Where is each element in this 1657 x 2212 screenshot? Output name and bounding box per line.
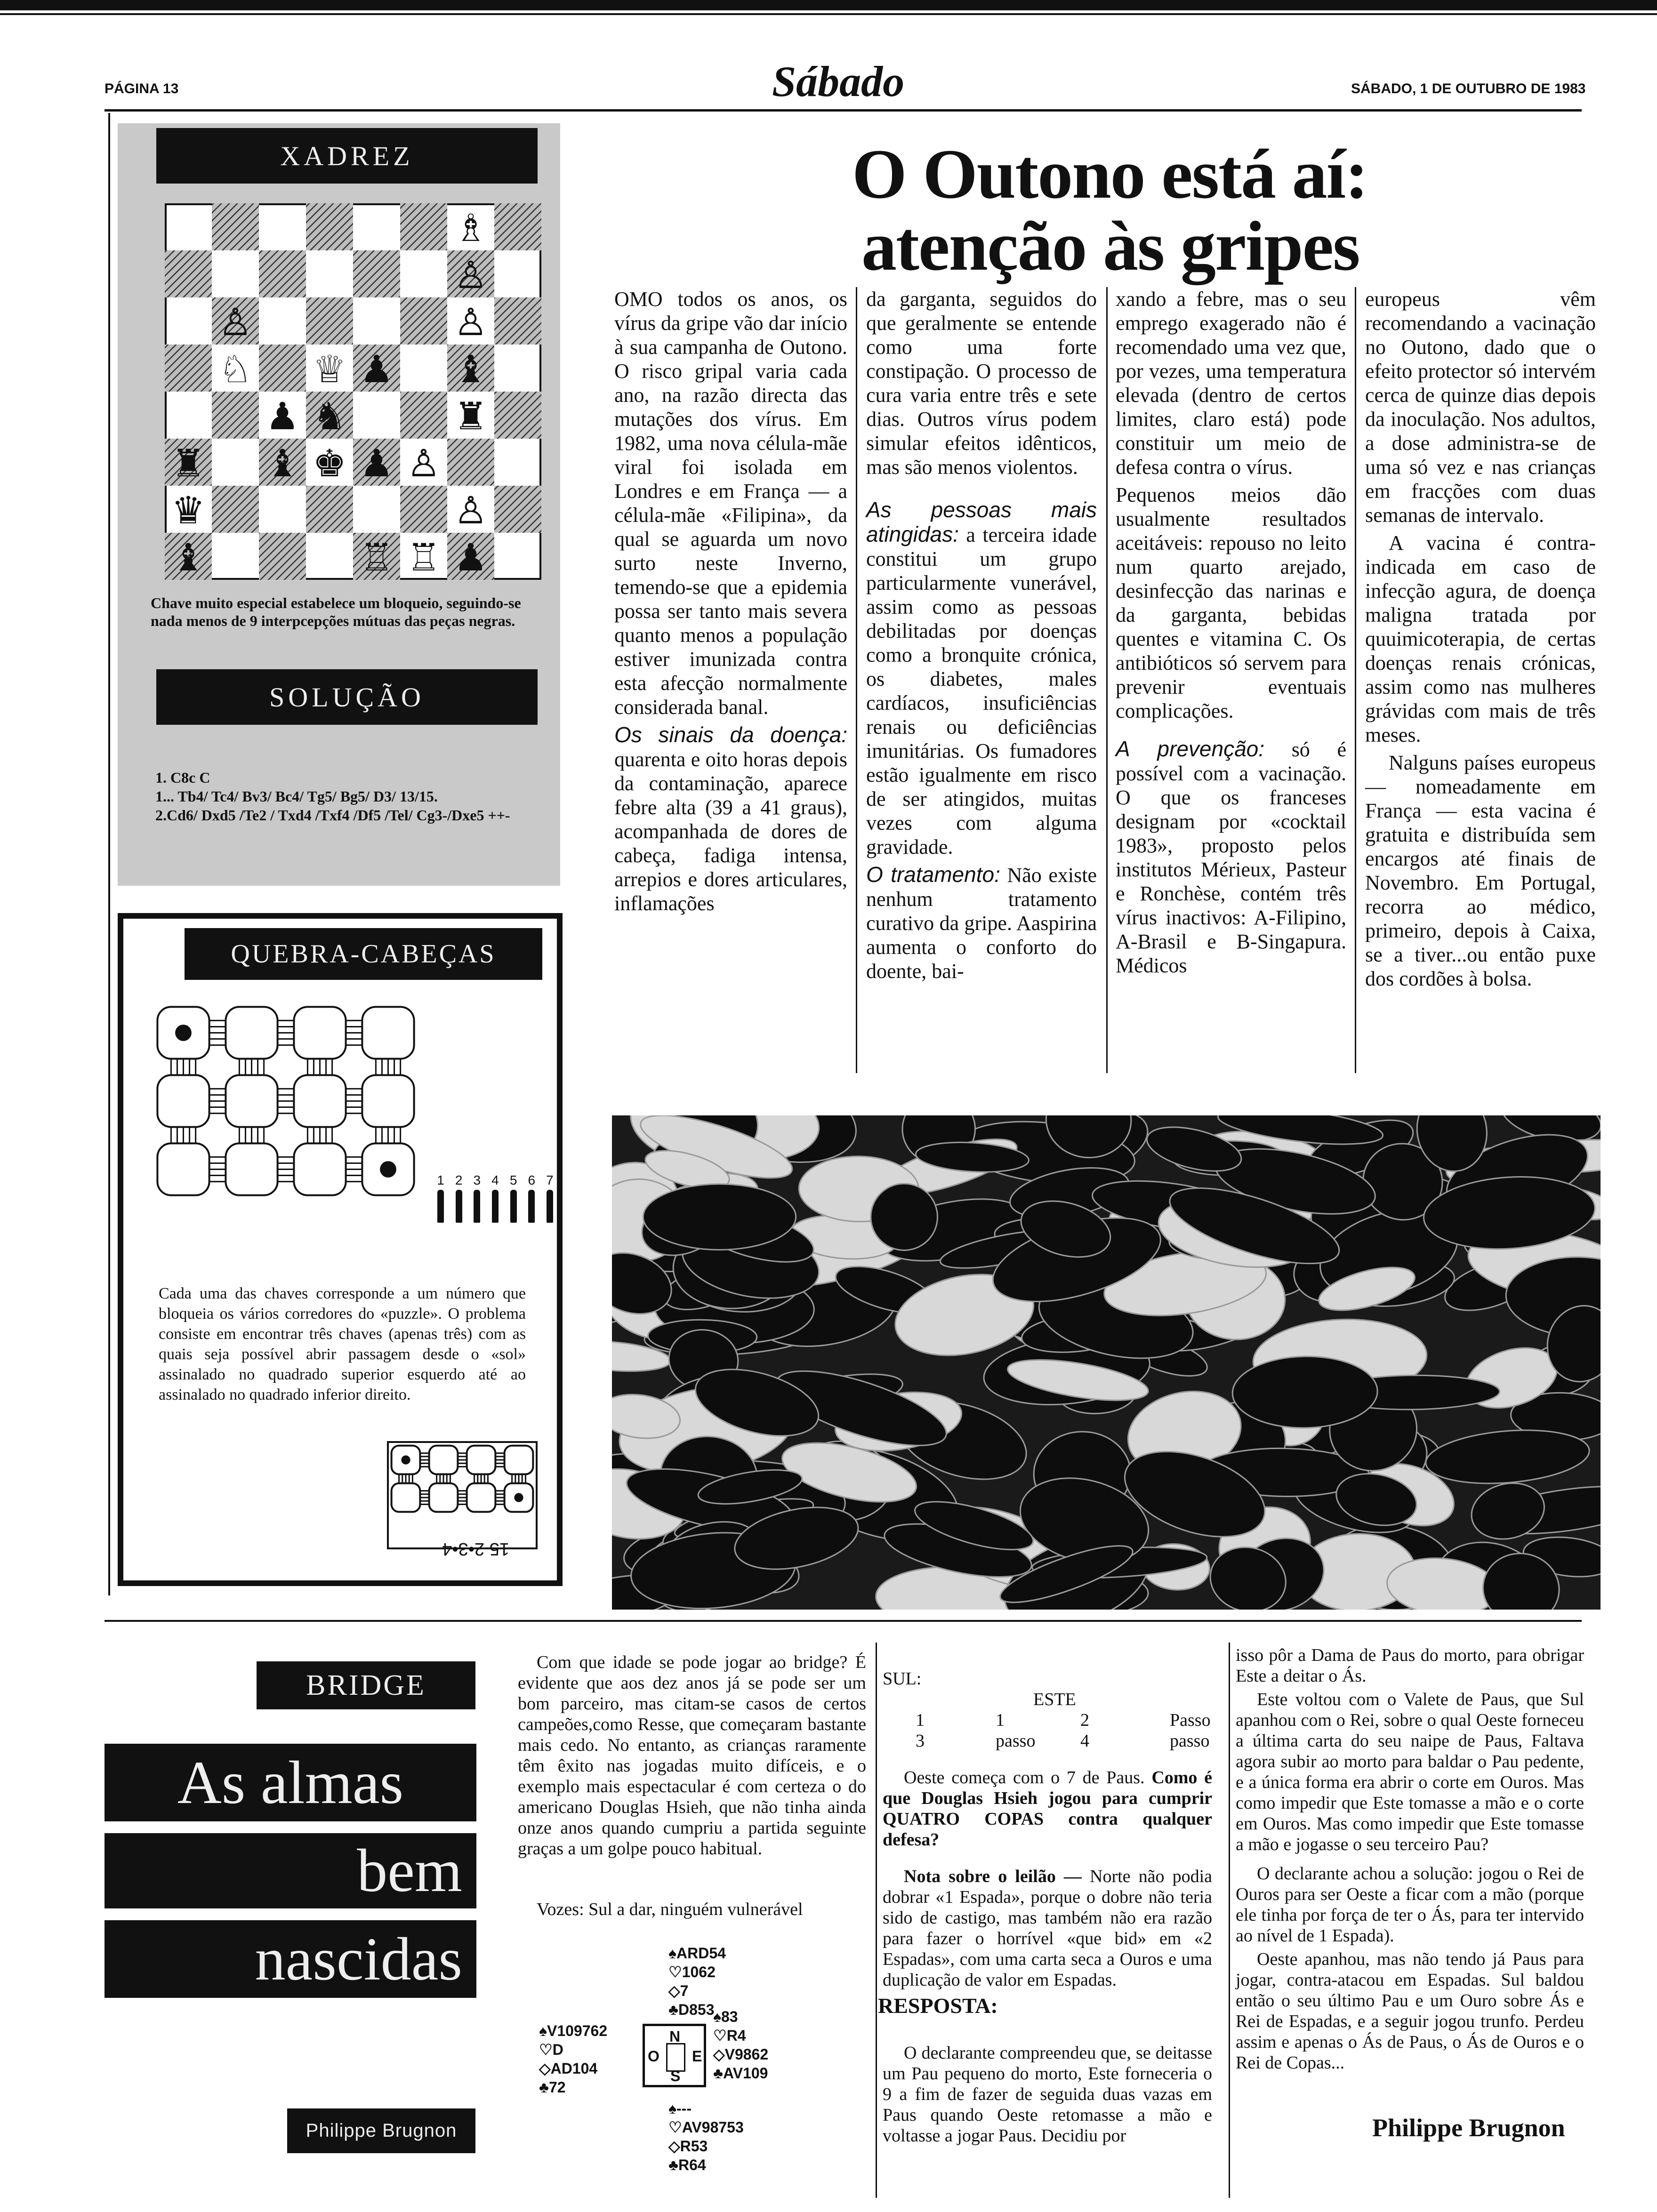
article-column-1: [614, 287, 847, 919]
article-col1-p2-text: quarenta e oito horas depois da contaminação, aparece febre alta (39 a 41 graus), acompanhada de dores de cabeça, fadiga intensa, arrepios e dores articulares, inflamações: [614, 748, 847, 915]
dark-square: [306, 486, 353, 533]
compass-s: S: [670, 2068, 681, 2084]
article-column-2: [866, 287, 1097, 987]
headline-line-2: atenção às gripes: [861, 207, 1359, 285]
dark-square: [165, 345, 212, 392]
dark-square: [494, 203, 541, 250]
maze-cell: [429, 1483, 458, 1512]
bridge-answer-5: Oeste apanhou, mas não tendo já Paus para jogar, contra-atacou em Espadas. Sul baldou então o seu último Pau e um Ouro sobre Ás e Rei de Espadas, e a seguir jogou trunfo. Perdeu assim e apenas o Ás de Paus, o Ás de Ouros e o Rei de Copas...: [1236, 1949, 1584, 2073]
bridge-title-1: As almas: [105, 1744, 476, 1821]
chess-piece: ♖: [407, 536, 441, 579]
maze-cell: [225, 1007, 277, 1058]
south-hearts: ♡AV98753: [668, 2119, 744, 2136]
dark-square: [212, 486, 259, 533]
sun-icon: [514, 1493, 523, 1502]
south-diamonds: ◇R53: [668, 2138, 708, 2155]
article-col4-p2: A vacina é contra-indicada em caso de infecção agura, de doença maligna tratada por quuimicoterapia, de certas doenças renais crónicas, assim como nas mulheres grávidas com mais de três meses.: [1365, 531, 1596, 746]
auction-row-2: [883, 1731, 1231, 1751]
chess-piece: ♙: [454, 300, 488, 344]
article-col3-p3: [1116, 737, 1346, 978]
compass-center-line: [666, 2043, 685, 2072]
chess-piece: ♘: [218, 347, 252, 391]
maze-cell: [294, 1075, 346, 1127]
key-4[interactable]: [489, 1173, 502, 1223]
article-col1-p1: OMO todos os anos, os vírus da gripe vão dar início à sua campanha de Outono. O risco gripal varia cada ano, na razão directa das mutações dos vírus. Em 1982, uma nova célula-mãe viral foi isolada em Londres e em França — a célula-mãe «Filipina», da qual se aguarda um novo surto neste Inverno, temendo-se que a epidemia possa ser tanto mais severa quanto menos a população estiver imunizada contra esta afecção normalmente considerada banal.: [614, 288, 847, 719]
maze-cell: [225, 1143, 277, 1195]
article-col4-p3: Nalguns países europeus — nomeadamente em França — esta vacina é gratuita e distribuída sem encargos até finais de Novembro. Em Portugal, recorra ao médico, primeiro, depois à Caixa, se a tiver...ou então puxe dos cordões à bolsa.: [1365, 751, 1596, 990]
chess-board: [165, 203, 541, 580]
dark-square: [259, 250, 306, 297]
bridge-author: Philippe Brugnon: [1372, 2114, 1565, 2142]
chess-piece: ♝: [265, 441, 299, 485]
bridge-lead: Oeste começa com o 7 de Paus.: [904, 1768, 1145, 1787]
chess-piece: ♙: [218, 300, 252, 344]
key-5-label: 5: [509, 1173, 517, 1187]
west-spades: ♠V109762: [539, 2022, 608, 2039]
chess-piece: ♙: [454, 489, 488, 532]
north-hearts: ♡1062: [668, 1964, 716, 1980]
key-3-label: 3: [473, 1173, 481, 1187]
east-hearts: ♡R4: [713, 2027, 746, 2044]
key-7-icon: [547, 1190, 553, 1223]
article-column-3: [1116, 287, 1346, 981]
puzzle-answer: 15 2•3•4: [442, 1539, 509, 1559]
compass-o: O: [648, 2048, 660, 2065]
maze-cell: [294, 1007, 346, 1058]
key-4-icon: [492, 1190, 499, 1223]
auction-cell: Passo: [1170, 1710, 1211, 1730]
dark-square: [259, 345, 306, 392]
auction-head-este: ESTE: [1033, 1690, 1076, 1709]
dark-square: [447, 439, 494, 486]
chess-section: [118, 123, 560, 886]
solution-line-2: 1... Tb4/ Tc4/ Bv3/ Bc4/ Tg5/ Bg5/ D3/ 13/15.: [155, 788, 438, 805]
bridge-question-text: Como é que Douglas Hsieh jogou para cumprir QUATRO COPAS contra qualquer defesa?: [883, 1768, 1213, 1850]
key-1[interactable]: [434, 1173, 447, 1223]
east-diamonds: ◇V9862: [713, 2046, 769, 2063]
key-7[interactable]: [543, 1173, 556, 1223]
auction-cell: 4: [1080, 1731, 1089, 1751]
bridge-answer-2: isso pôr a Dama de Paus do morto, para obrigar Este a deitar o Ás.: [1236, 1645, 1584, 1686]
chess-piece: ♝: [171, 536, 205, 579]
key-6-label: 6: [528, 1173, 536, 1187]
puzzle-keys: [434, 1173, 556, 1223]
maze-cell: [505, 1446, 533, 1475]
puzzle-answer-maze: [387, 1441, 538, 1549]
puzzle-text: Cada uma das chaves corresponde a um número que bloqueia os vários corredores do «puzzle». O problema consiste em encontrar três chaves (apenas três) com as quais seja possível abrir passagem desde o «sol» assinalado no quadrado superior esquerdo até ao assinalado no quadrado inferior direito.: [159, 1285, 526, 1403]
key-1-icon: [437, 1190, 444, 1223]
sun-icon: [175, 1025, 192, 1041]
key-3-icon: [474, 1190, 480, 1223]
north-diamonds: ◇7: [668, 1982, 689, 1999]
auction-head-sul: SUL:: [883, 1669, 922, 1689]
maze-cell: [225, 1075, 277, 1127]
key-3[interactable]: [470, 1173, 483, 1223]
bridge-note-text: Norte não podia dobrar «1 Espada», porque o dobre não teria sido de castigo, mas também não era razão para fazer o horrível «que bid» em «2 Espadas», com uma carta seca a Ouros e uma duplicação de valor em Espadas.: [883, 1867, 1213, 1990]
dark-square: [400, 392, 447, 439]
article-col4-p1: europeus vêm recomendando a vacinação no Outono, dado que o efeito protector só intervém cerca de quinze dias depois da inoculação. Nos adultos, a dose administra-se de uma só vez e nas crianças em fracções com duas semanas de intervalo.: [1365, 288, 1596, 527]
dark-square: [306, 203, 353, 250]
subhead-prevencao: A prevenção:: [1116, 737, 1265, 761]
subhead-pessoas: As pessoas mais atingidas:: [866, 497, 1097, 546]
puzzle-title: QUEBRA-CABEÇAS: [185, 928, 542, 980]
chess-piece: ♜: [454, 394, 488, 438]
compass-e: E: [692, 2048, 702, 2065]
key-5-icon: [510, 1190, 517, 1223]
maze-cell: [362, 1075, 414, 1127]
umbrellas-photo: [612, 1115, 1601, 1610]
key-2-icon: [456, 1190, 462, 1223]
compass-box: [643, 2024, 706, 2087]
sun-icon: [401, 1455, 410, 1464]
dark-square: [494, 297, 541, 345]
article-col2-p2-text: a terceira idade constitui um grupo particularmente vunerável, assim como as pessoas debilitadas por doenças como a bronquite crónica, os diabetes, males cardíacos, insuficiências renais ou deficiências imunitárias. Os fumadores estão igualmente em risco de ser atingidos, muitas vezes com alguma gravidade.: [866, 523, 1097, 858]
auction-cell: passo: [1170, 1731, 1210, 1751]
subhead-tratamento: O tratamento:: [866, 862, 1000, 887]
maze-cell: [157, 1075, 209, 1127]
subhead-sinais: Os sinais da doença:: [614, 722, 847, 747]
hand-south: [668, 2099, 744, 2174]
umbrella-shape: [643, 1184, 796, 1250]
auction-cell: passo: [996, 1731, 1036, 1751]
article-col2-p2: [866, 498, 1097, 859]
maze-cell: [429, 1446, 458, 1475]
bridge-vozes: Vozes: Sul a dar, ninguém vulnerável: [537, 1899, 803, 1919]
masthead-logo: Sábado: [772, 57, 905, 105]
bridge-answer-1: O declarante compreendeu que, se deitasse um Pau pequeno do morto, Este forneceria o 9 a fim de fazer de seguida duas vazas em Paus quando Oeste retomasse a mão e voltasse a jogar Paus. Decidiu por: [883, 2043, 1212, 2146]
chess-piece: ♙: [454, 253, 488, 297]
bridge-label: BRIDGE: [257, 1661, 475, 1709]
bridge-question: [883, 1767, 1212, 1850]
chess-caption: Chave muito especial estabelece um bloqueio, seguindo-se nada menos de 9 interpcepções mútuas das peças negras.: [151, 594, 521, 629]
hand-east: [713, 2007, 768, 2083]
chess-title: XADREZ: [156, 128, 538, 184]
maze-cell: [467, 1446, 496, 1475]
key-6[interactable]: [525, 1173, 538, 1223]
chess-piece: ♖: [360, 536, 394, 579]
dark-square: [400, 297, 447, 345]
chess-piece: ♝: [454, 347, 488, 391]
sun-icon: [380, 1161, 396, 1178]
resposta-title: RESPOSTA:: [878, 1994, 998, 2018]
maze-cell: [294, 1143, 346, 1195]
south-spades: ♠---: [668, 2100, 692, 2117]
chess-piece: ♟: [360, 347, 394, 391]
bridge-answer-4: O declarante achou a solução: jogou o Rei de Ouros para ser Oeste a ficar com a mão (porque ele tinha por força de ter o Ás, para ter intervido ao nível de 1 Espada).: [1236, 1864, 1584, 1946]
puzzle-section: [118, 913, 563, 1586]
maze-cell: [362, 1007, 414, 1058]
chess-piece: ♟: [454, 536, 488, 579]
bridge-intro: Com que idade se pode jogar ao bridge? É evidente que aos dez anos já se pode ser um bom parceiro, mas citam-se casos de certos campeões,como Resse, que começaram bastante mais cedo. No entanto, as crianças raramente têm êxito nas jogadas muito difíceis, e o exemplo mais espectacular é com certeza o do americano Douglas Hsieh, que não tinha ainda onze anos quando cumpriu a partida seguinte graças a um golpe pouco habitual.: [518, 1652, 866, 1859]
chess-piece: ♜: [171, 441, 205, 485]
chess-piece: ♙: [407, 441, 441, 485]
bridge-title-3: nascidas: [105, 1920, 476, 1998]
compass-n: N: [669, 2028, 681, 2045]
south-clubs: ♣R64: [668, 2156, 706, 2173]
article-col3-p2: Pequenos meios dão usualmente resultados aceitáveis: repouso no leito num quarto arejado, desinfecção das narinas e da garganta, bebidas quentes e vitamina C. Os antibióticos só servem para prevenir eventuais complicações.: [1116, 483, 1346, 722]
dark-square: [400, 203, 447, 250]
west-diamonds: ◇AD104: [539, 2060, 598, 2077]
article-col2-p3: [866, 863, 1097, 983]
auction-cell: 3: [916, 1731, 925, 1751]
page-number: PÁGINA 13: [105, 81, 179, 96]
west-clubs: ♣72: [539, 2079, 566, 2096]
key-7-label: 7: [546, 1173, 554, 1187]
dark-square: [212, 203, 259, 250]
solution-line-3: 2.Cd6/ Dxd5 /Te2 / Txd4 /Txf4 /Df5 /Tel/ Cg3-/Dxe5 ++-: [155, 807, 510, 824]
page-date: SÁBADO, 1 DE OUTUBRO DE 1983: [1351, 81, 1586, 96]
solution-line-1: 1. C8c C: [155, 769, 210, 786]
bridge-note-title: Nota sobre o leilão —: [904, 1867, 1082, 1886]
bridge-title-2: bem: [105, 1833, 476, 1908]
chess-piece: ♟: [265, 394, 299, 438]
headline-line-1: O Outono está aí:: [852, 135, 1368, 213]
bridge-note: [883, 1866, 1212, 1990]
chess-piece: ♗: [454, 206, 488, 250]
key-6-icon: [528, 1190, 535, 1223]
article-col2-p1: da garganta, seguidos do que geralmente se entende como uma forte constipação. O processo de cura varia entre três e sete dias. Outros vírus podem simular efeitos idênticos, mas são menos violentos.: [866, 288, 1097, 479]
chess-piece: ♛: [171, 489, 205, 532]
bridge-answer-3: Este voltou com o Valete de Paus, que Sul apanhou com o Rei, sobre o qual Oeste forneceu a última carta do seu naipe de Paus, Faltava agora subir ao morto para baldar o Pau pedente, e a única forma era abrir o corte em Ouros. Mas como impedir que Este tomasse a mão e o corte em Ouros. Mas como impedir que Este tomasse a mão e jogasse o seu terceiro Pau?: [1236, 1690, 1584, 1854]
chess-piece: ♟: [360, 441, 394, 485]
dark-square: [259, 533, 306, 580]
hand-west: [539, 2021, 607, 2097]
dark-square: [400, 486, 447, 533]
north-spades: ♠ARD54: [668, 1945, 726, 1962]
auction-cell: 1: [916, 1710, 925, 1730]
chess-solution: [155, 768, 551, 825]
dark-square: [353, 250, 400, 297]
maze-cell: [157, 1143, 209, 1195]
dark-square: [165, 250, 212, 297]
maze-cell: [392, 1483, 420, 1512]
east-spades: ♠83: [713, 2008, 738, 2025]
article-col3-p1: xando a febre, mas o seu emprego exagerado não é recomendado uma vez que, por vezes, uma temperatura elevada (dentro de certos limites, claro está) pode constituir um meio de defesa contra o vírus.: [1116, 288, 1346, 479]
dark-square: [494, 486, 541, 533]
bridge-author-box: Philippe Brugnon: [287, 2108, 475, 2153]
key-4-label: 4: [491, 1173, 499, 1187]
key-2[interactable]: [452, 1173, 466, 1223]
key-5[interactable]: [507, 1173, 520, 1223]
key-1-label: 1: [437, 1173, 444, 1187]
north-clubs: ♣D853: [668, 2001, 715, 2018]
article-col2-p3-text: Não existe nenhum tratamento curativo da gripe. Aaspirina aumenta o conforto do doente, bai-: [866, 864, 1097, 983]
chess-piece: ♕: [313, 347, 346, 391]
article-col1-p2: [614, 723, 847, 915]
auction-cell: 1: [996, 1710, 1005, 1730]
auction-row-1: [883, 1710, 1231, 1731]
auction-cell: 2: [1080, 1710, 1089, 1730]
dark-square: [306, 297, 353, 345]
maze-cell: [467, 1483, 496, 1512]
dark-square: [212, 392, 259, 439]
article-column-4: [1365, 287, 1596, 994]
dark-square: [494, 392, 541, 439]
puzzle-maze: [149, 999, 422, 1243]
chess-piece: ♞: [313, 394, 346, 438]
article-col3-p3-text: só é possível com a vacinação. O que os franceses designam por «cocktail 1983», proposto pelos institutos Mérieux, Pasteur e Ronchèse, contém três vírus inactivos: A-Filipino, A-Brasil e B-Singapura. Médicos: [1116, 738, 1347, 977]
east-clubs: ♣AV109: [713, 2065, 768, 2082]
bridge-answer-col: [1236, 1645, 1584, 2073]
solution-title: SOLUÇÃO: [156, 669, 538, 725]
chess-piece: ♚: [313, 441, 346, 485]
auction: [883, 1668, 1231, 1751]
key-2-label: 2: [455, 1173, 463, 1187]
west-hearts: ♡D: [539, 2041, 563, 2058]
